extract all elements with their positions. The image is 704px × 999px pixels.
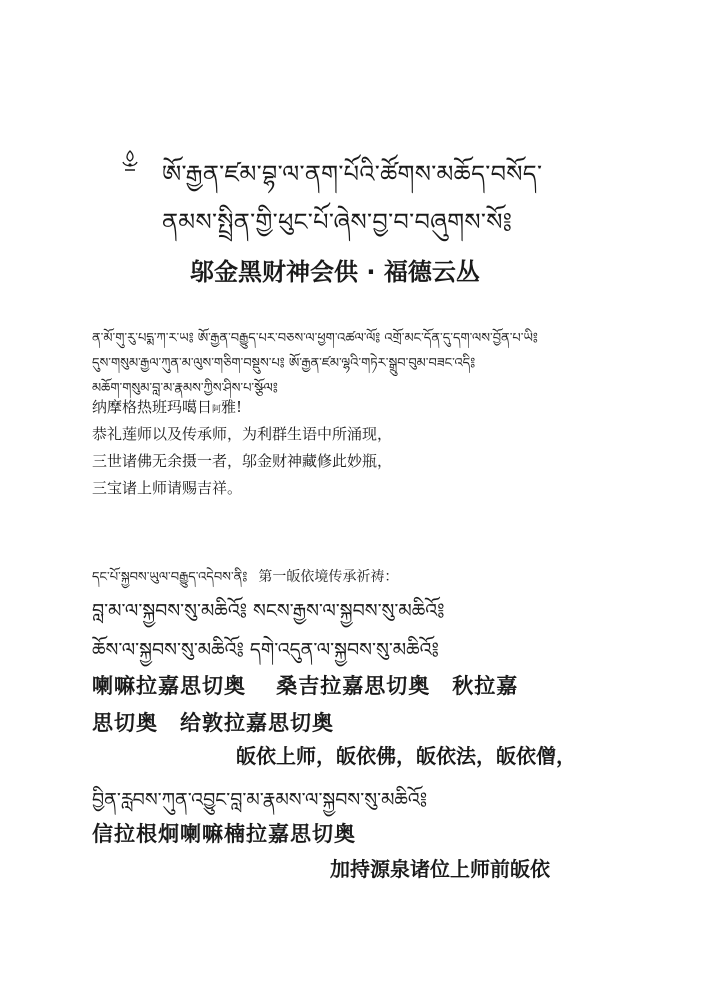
intro-tibetan-line1: ན་མོ་གུ་རུ་པདྨ་ཀ་ར་ཡ༔ ཨོ་རྒྱན་བརྒྱུད་པར་བཅས་ལ་ཕྱག་འཚལ་ལོ༔ འགྲོ་མང་དོན་དུ་དག་ལས་བྱོན་པ་ཡི༔ xyxy=(92,331,538,346)
title-tibetan-line2: ནམས་སྤྲིན་གྱི་ཕུང་པོ་ཞེས་བྱ་བ་བཞུགས་སོ༔ xyxy=(162,208,513,236)
translation-line2: 加持源泉诸位上师前皈依 xyxy=(330,857,550,881)
intro-chinese-line3: 三世诸佛无余摄一者，邬金财神藏修此妙瓶， xyxy=(92,452,393,470)
section1-heading-tibetan: དང་པོ་སྐྱབས་ཡུལ་བརྒྱུད་འདེབས་ནི༔ xyxy=(92,570,248,585)
phonetic-line3: 信拉根炯喇嘛楠拉嘉思切奥 xyxy=(92,821,356,846)
intro-chinese-line1-main: 纳摩格热班玛噶日 xyxy=(92,398,213,416)
chant-tibetan-line2: ཆོས་ལ་སྐྱབས་སུ་མཆིའོ༔ དགེ་འདུན་ལ་སྐྱབས་སུ་མཆིའོ༔ xyxy=(92,639,439,661)
translation-line1: 皈依上师，皈依佛，皈依法，皈依僧， xyxy=(236,744,576,768)
chant-tibetan-line3: བྱིན་རླབས་ཀུན་འབྱུང་བླ་མ་རྣམས་ལ་སྐྱབས་སུ་མཆིའོ༔ xyxy=(92,789,428,811)
section1-heading-chinese: 第一皈依境传承祈祷： xyxy=(258,569,399,585)
chant-tibetan-line1: བླ་མ་ལ་སྐྱབས་སུ་མཆིའོ༔ སངས་རྒྱས་ལ་སྐྱབས་སུ་མཆིའོ༔ xyxy=(92,600,445,622)
title-tibetan-line1: ཨོ་རྒྱན་ཛམ་བྷ་ལ་ནག་པོའི་ཚོགས་མཆོད་བསོད་ xyxy=(162,160,543,188)
intro-chinese-line2: 恭礼莲师以及传承师，为利群生语中所涌现， xyxy=(92,425,393,443)
intro-tibetan-line2: དུས་གསུམ་རྒྱལ་ཀུན་མ་ལུས་གཅིག་བསྡུས་པ༔ ཨོ་རྒྱན་ཛམ་ལྷའི་གཏེར་སྒྲུབ་བུམ་བཟང་འདི༔ xyxy=(92,356,476,371)
intro-chinese-line4: 三宝诸上师请赐吉祥。 xyxy=(92,479,243,497)
ornament-emblem-icon xyxy=(120,150,140,172)
intro-chinese-line1-end: 雅! xyxy=(221,398,243,416)
phonetic-line1: 喇嘛拉嘉思切奥 桑吉拉嘉思切奥 秋拉嘉 xyxy=(92,673,519,698)
phonetic-line2: 思切奥 给敦拉嘉思切奥 xyxy=(92,710,334,735)
intro-tibetan-line3: མཆོག་གསུམ་བླ་མ་རྣམས་ཀྱིས་ཤིས་པ་སྩོལ༔ xyxy=(92,381,278,396)
intro-chinese-line1-sub: 阿 xyxy=(212,405,222,415)
intro-chinese-line1 xyxy=(92,396,242,422)
title-emblem xyxy=(120,150,140,176)
title-chinese: 邬金黑财神会供 · 福德云丛 xyxy=(190,258,480,286)
